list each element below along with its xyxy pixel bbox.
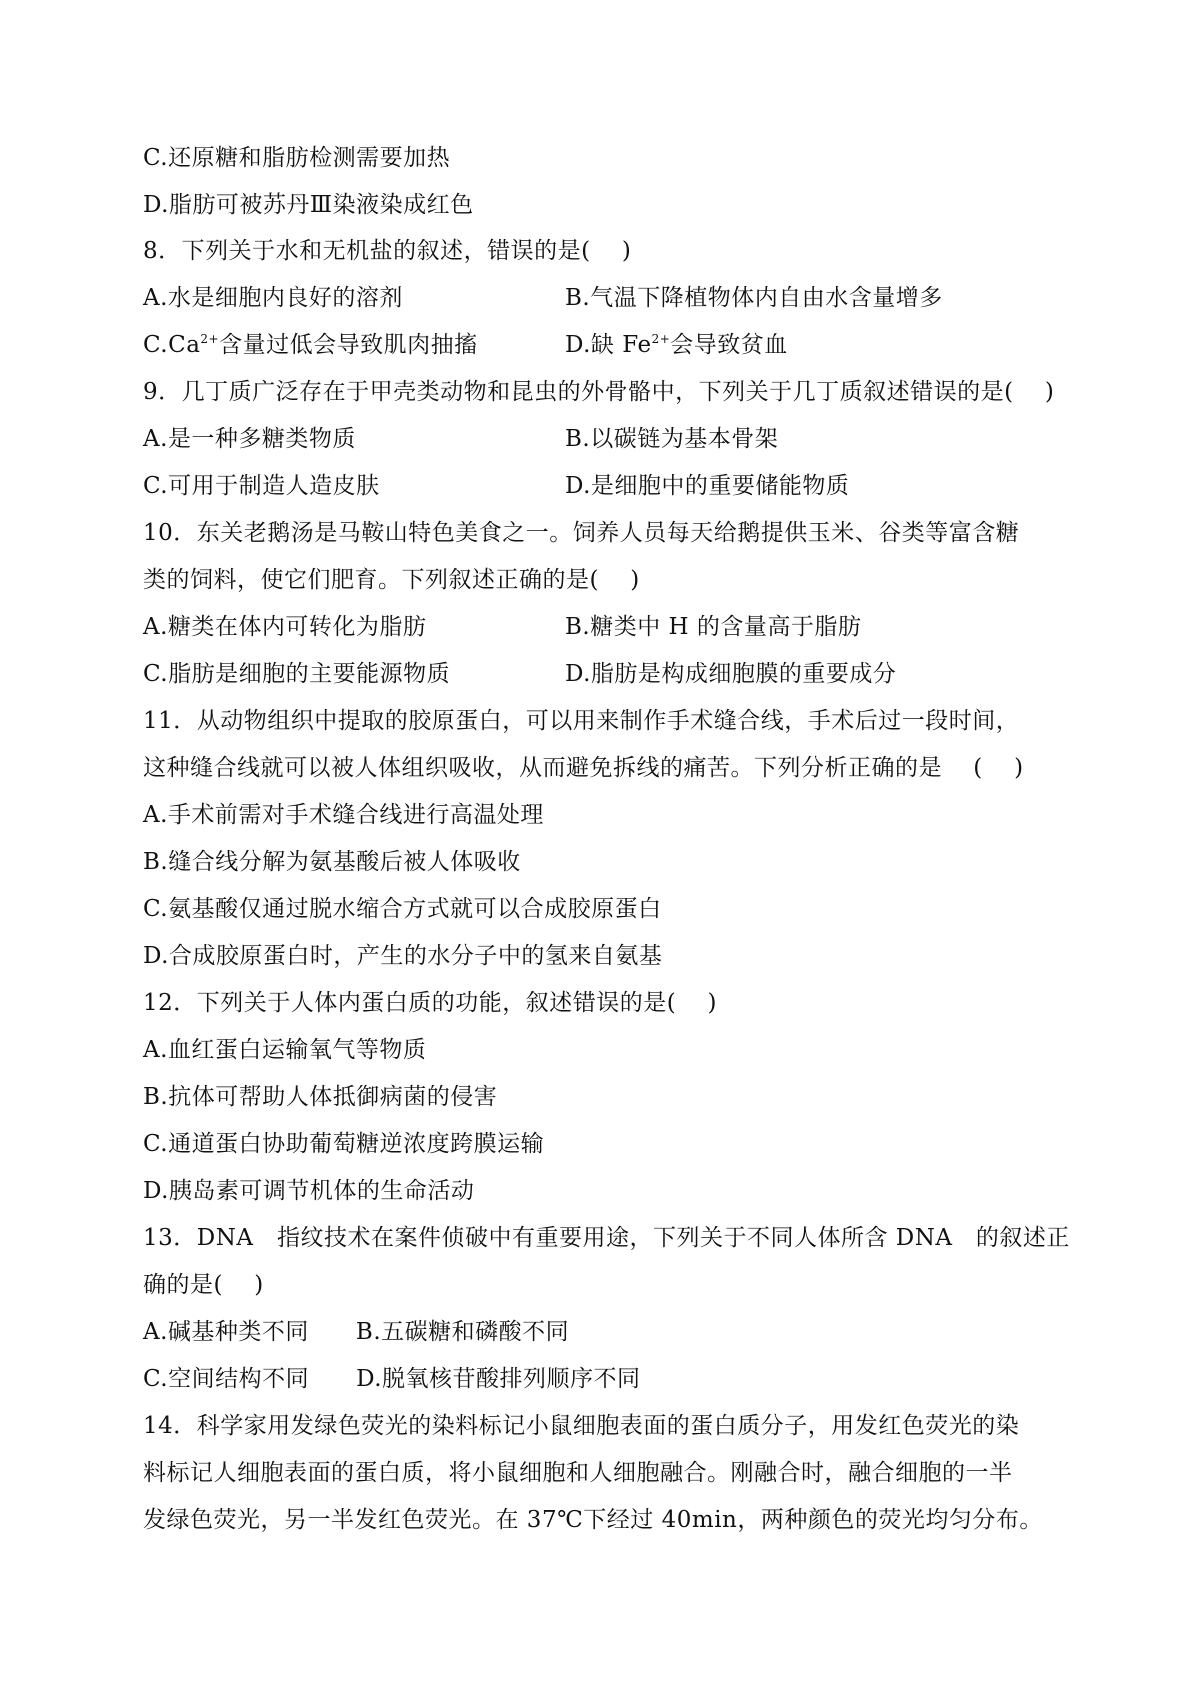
q10-option-d: D.脂肪是构成细胞膜的重要成分 bbox=[565, 661, 897, 687]
q8-row-cd bbox=[143, 330, 788, 360]
q8-option-b: B.气温下降植物体内自由水含量增多 bbox=[565, 285, 943, 311]
q9-option-d: D.是细胞中的重要储能物质 bbox=[565, 473, 850, 499]
q9-row-ab bbox=[143, 424, 779, 454]
q12-option-c: C.通道蛋白协助葡萄糖逆浓度跨膜运输 bbox=[143, 1131, 545, 1157]
q9-row-cd bbox=[143, 471, 850, 501]
q12-stem: 12．下列关于人体内蛋白质的功能，叙述错误的是( ) bbox=[143, 990, 718, 1016]
q11-option-d: D.合成胶原蛋白时，产生的水分子中的氢来自氨基 bbox=[143, 943, 663, 969]
q11-stem-line1: 11．从动物组织中提取的胶原蛋白，可以用来制作手术缝合线，手术后过一段时间， bbox=[143, 708, 1020, 734]
q8-option-a: A.水是细胞内良好的溶剂 bbox=[143, 285, 403, 311]
q11-option-b: B.缝合线分解为氨基酸后被人体吸收 bbox=[143, 849, 521, 875]
q8-row-ab bbox=[143, 283, 943, 313]
q11-stem-line2: 这种缝合线就可以被人体组织吸收，从而避免拆线的痛苦。下列分析正确的是 ( ) bbox=[143, 755, 1024, 781]
q8-stem: 8．下列关于水和无机盐的叙述，错误的是( ) bbox=[143, 238, 632, 264]
q11-option-c: C.氨基酸仅通过脱水缩合方式就可以合成胶原蛋白 bbox=[143, 896, 662, 922]
q13-options-cd: C.空间结构不同 D.脱氧核苷酸排列顺序不同 bbox=[143, 1366, 641, 1392]
q7-option-c: C.还原糖和脂肪检测需要加热 bbox=[143, 145, 451, 171]
q8-option-c: $C.Ca^{2+}$含量过低会导致肌肉抽搐 bbox=[143, 332, 478, 358]
q9-option-b: B.以碳链为基本骨架 bbox=[565, 426, 779, 452]
q14-stem-line1: 14．科学家用发绿色荧光的染料标记小鼠细胞表面的蛋白质分子，用发红色荧光的染 bbox=[143, 1413, 1020, 1439]
q14-stem-line2: 料标记人细胞表面的蛋白质，将小鼠细胞和人细胞融合。刚融合时，融合细胞的一半 bbox=[143, 1460, 1013, 1486]
q13-options-ab: A.碱基种类不同 B.五碳糖和磷酸不同 bbox=[143, 1319, 570, 1345]
q12-option-a: A.血红蛋白运输氧气等物质 bbox=[143, 1037, 427, 1063]
q13-stem-line1: 13．DNA 指纹技术在案件侦破中有重要用途，下列关于不同人体所含 DNA 的叙述正 bbox=[143, 1225, 1070, 1251]
q10-option-c: C.脂肪是细胞的主要能源物质 bbox=[143, 661, 451, 687]
q10-stem-line2: 类的饲料，使它们肥育。下列叙述正确的是( ) bbox=[143, 567, 640, 593]
q9-option-c: C.可用于制造人造皮肤 bbox=[143, 473, 380, 499]
q8-option-d: D.缺 $Fe^{2+}$会导致贫血 bbox=[565, 332, 788, 358]
q14-stem-line3: 发绿色荧光，另一半发红色荧光。在 37℃下经过 40min，两种颜色的荧光均匀分布。 bbox=[143, 1507, 1043, 1533]
q10-option-a: A.糖类在体内可转化为脂肪 bbox=[143, 614, 427, 640]
q10-stem-line1: 10．东关老鹅汤是马鞍山特色美食之一。饲养人员每天给鹅提供玉米、谷类等富含糖 bbox=[143, 520, 1020, 546]
q10-row-cd bbox=[143, 659, 897, 689]
q9-option-a: A.是一种多糖类物质 bbox=[143, 426, 356, 452]
q9-stem: 9．几丁质广泛存在于甲壳类动物和昆虫的外骨骼中，下列关于几丁质叙述错误的是( ) bbox=[143, 379, 1055, 405]
q11-option-a: A.手术前需对手术缝合线进行高温处理 bbox=[143, 802, 544, 828]
q12-option-d: D.胰岛素可调节机体的生命活动 bbox=[143, 1178, 475, 1204]
q10-row-ab bbox=[143, 612, 862, 642]
q7-option-d: D.脂肪可被苏丹Ⅲ染液染成红色 bbox=[143, 192, 474, 218]
q12-option-b: B.抗体可帮助人体抵御病菌的侵害 bbox=[143, 1084, 498, 1110]
q10-option-b: B.糖类中 H 的含量高于脂肪 bbox=[565, 614, 862, 640]
q13-stem-line2: 确的是( ) bbox=[143, 1272, 264, 1298]
